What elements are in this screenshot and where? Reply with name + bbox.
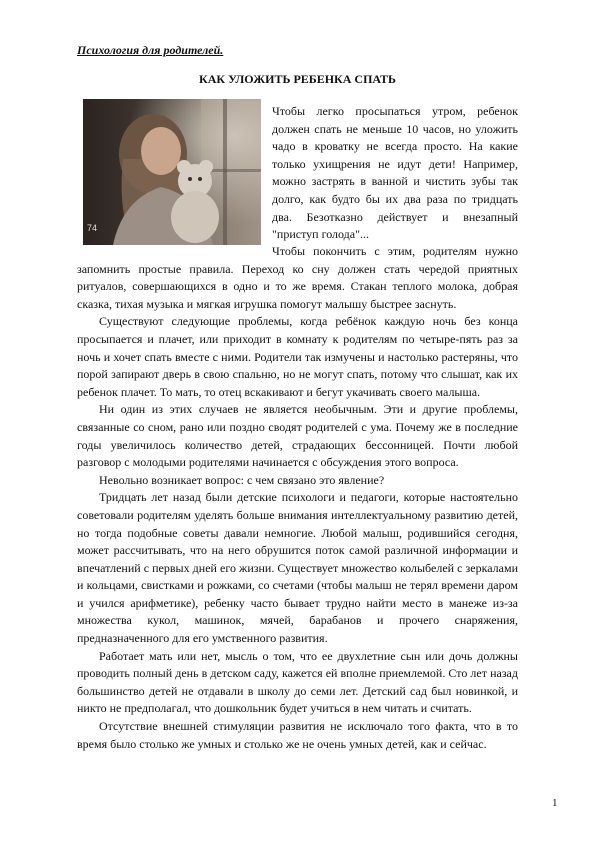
- paragraph-6: Работает мать или нет, мысль о том, что ее двухлетние сын или дочь должны проводить полный день в детском саду, кажется ей вполне приемлемой. Сто лет назад большинство детей не отдавали в школу до семи лет. Детский сад был новинкой, и никто не предполагал, что дошкольник будет учиться в нем читать и считать.: [77, 648, 518, 716]
- page-number: 1: [552, 797, 558, 809]
- photo-illustration: [83, 99, 261, 245]
- article-title: КАК УЛОЖИТЬ РЕБЕНКА СПАТЬ: [199, 72, 396, 86]
- paragraph-3: Ни один из этих случаев не является необычным. Эти и другие проблемы, связанные со сном, рано или поздно сводят родителей с ума. Почему же в последние годы увеличилось количество детей, страдающих бессонницей. Почти любой разговор с молодыми родителями начинается с обсуждения этого вопроса.: [77, 402, 518, 470]
- paragraph-4: Невольно возникает вопрос: с чем связано это явление?: [99, 472, 385, 487]
- paragraph-1: Чтобы покончить с этим, родителям нужно запомнить простые правила. Переход ко сну должен стать чередой приятных ритуалов, совершающихся в одно и то же время. Стакан теплого молока, добрая сказка, тихая музыка и мягкая игрушка помогут малышу быстрее заснуть.: [77, 244, 518, 311]
- intro-paragraph: Чтобы легко просыпаться утром, ребенок должен спать не меньше 10 часов, но уложить чадо в кроватку не всегда просто. На какие только ухищрения не идут дети! Например, можно застрять в ванной и чистить зубы так долго, как будто бы их два раза по тридцать два. Безотказно действует и внезапный "приступ голода"...: [272, 104, 518, 242]
- paragraph-7: Отсутствие внешней стимуляции развития не исключало того факта, что в то время было столько же умных и столько же не очень умных детей, как и сейчас.: [77, 719, 518, 751]
- child-with-teddy-bear-photo: [83, 99, 261, 245]
- photo-label: 74: [87, 223, 98, 233]
- section-header: Психология для родителей.: [77, 43, 224, 57]
- paragraph-5: Тридцать лет назад были детские психологи и педагоги, которые настоятельно советовали родителям уделять больше внимания интеллектуальному развитию детей, но тогда подобные советы давали немногие. Любой малыш, родившийся сегодня, может рассчитывать, что на него обрушится поток самой различной информации и впечатлений с первых дней его жизни. Существует множество колыбелей с зеркалами и кольцами, свистками и рожками, со счетами (чтобы малыш не терял времени даром и учился арифметике), ребенку часто бывает трудно найти место в манеже из-за множества кукол, машинок, мячей, барабанов и прочего снаряжения, предназначенного для его умственного развития.: [77, 490, 518, 646]
- article-body: [77, 243, 518, 753]
- paragraph-2: Существуют следующие проблемы, когда ребёнок каждую ночь без конца просыпается и плачет, или приходит в комнату к родителям по четыре-пять раз за ночь и хочет спать вместе с ними. Родители так измучены и настолько растеряны, что порой запирают дверь в свою спальню, но не могут спать, потому что слышат, как их ребенок плачет. То мать, то отец вскакивают и бегут укачивать своего малыша.: [77, 314, 518, 399]
